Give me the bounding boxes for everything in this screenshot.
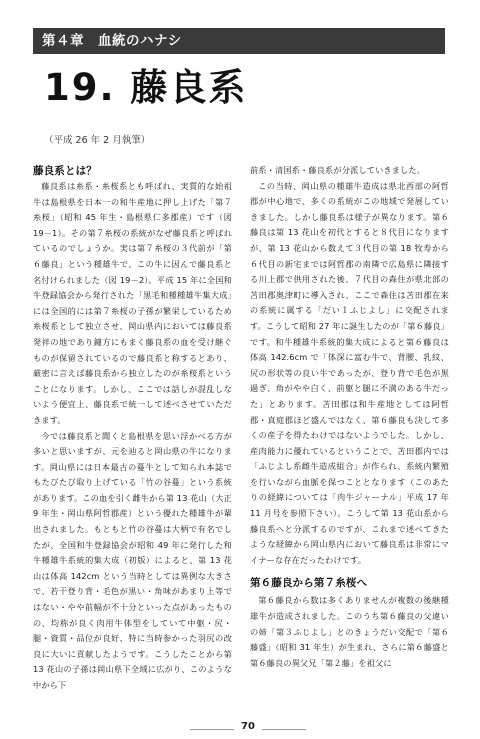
paragraph: この当時、岡山県の種雄牛造成は県北西部の阿哲郡が中心地で、多くの系統がこの地域で発展していきました。しかし藤良系は様子が異なります。第６藤良は第 13 花山を初代とすると８代目になりますが、第 13 花山から数えて３代目の第 18 牧寿から６代目の新宅までは阿哲郡の南隣で広島県に隣接する川上郡で供用された後、７代目の森住が県北部の苫田郡奥津町に導入され、ここで森住は苫田郡在来の系統に属する「だい１ふじよし」に交配されます。こうして昭和 27 年に誕生したのが「第６藤良」です。和牛種雄牛系統的集大成によると第６藤良は体高 142.6cm で「体深に富む牛で、背腰、乳紋、尻の形状等の良い牛であったが、登り背で毛色が黒過ぎ、角がやや白く、前躯と腿に不満のある牛だった」とあります。苫田郡は和牛産地としては阿哲郡・真庭郡ほど盛んではなく、第６藤良も決して多くの産子を得たわけではないようでした。しかし、産肉能力に優れているということで、苫田郡内では「ふじよし系雌牛造成組合」が作られ、系統内繁殖を行いながら血脈を保つこととなります（このあたりの経緯については「肉牛ジャーナル」平成 17 年 11 月号を参照下さい）。こうして第 13 花山系から藤良系へと分派するのですが、これまで述べてきたような経緯から岡山県内において藤良系は非常にマイナーな存在だったわけです。: [250, 180, 449, 565]
page-title: 19. 藤良系: [44, 66, 248, 109]
paragraph: 今では藤良系と聞くと島根県を思い浮かべる方が多いと思いますが、元を辿ると岡山県の牛になります。岡山県には日本最古の蔓牛として知られ本誌でもたびたび取り上げている「竹の谷蔓」という系統があります。この血を引く雌牛から第 13 花山（大正 9 年生・岡山県阿哲郡産）という優れた種雄牛が輩出されました。もともと竹の谷蔓は大柄で有名でしたが、全国和牛登録協会が昭和 49 年に発行した和牛種雄牛系統的集大成（初版）によると、第 13 花山は体高 142cm という当時としては異例な大きさで、若干登り背・毛色が黒い・角味があまり上等ではない・やや前幅が不十分といった点があったものの、均称が良く肉用牛体型をしていて中躯・尻・腿・資質・品位が良好、特に当時参かった羽尻の改良に大いに貢献したようです。こうしたことから第 13 花山の子孫は岡山県下全域に広がり、このような中から下: [33, 430, 232, 690]
paragraph: 藤良系は糸系・糸桜系とも呼ばれ、実質的な始祖牛は島根県を日本一の和牛産地に押し上げた「第７糸桜」（昭和 45 年生・島根県仁多郡産）です（図 19－1）。その第７糸桜の系統がなぜ藤良系と呼ばれているのでしょうか。実は第７糸桜の３代前が「第６藤良」という種雄牛で、この牛に因んで藤良系と名付けられました（図 19－2）。平成 15 年に全国和牛登録協会から発行された「黒毛和種種雄牛集大成」には全国的には第７糸桜の子孫が繁栄しているため糸桜系として独立させ、岡山県内においては藤良系発祥の地であり鐘方にもまく藤良系の血を受け継ぐものが保留されているので藤良系と称するとあり、厳密に言えば藤良系から独立したのが糸桜系ということになります。しかし、ここでは話しが混乱しないよう便宜上、藤良系で統一して述べさせていただきます。: [33, 181, 232, 425]
chapter-header: 第４章 血統のハナシ: [33, 28, 445, 54]
paragraph: 前系・清国系・藤良系が分派していきました。: [250, 165, 426, 175]
written-date: （平成 26 年 2 月執筆）: [44, 135, 151, 146]
right-column: [250, 163, 449, 671]
page-number: 70: [241, 721, 255, 732]
paragraph: 第６藤良から数は多くありませんが複数の後継種雄牛が造成されました。このうち第６藤良の父違いの姉「第３ふじよし」とのきょうだい交配で「第６藤盛」（昭和 31 年生）が生まれ、さらに第６藤盛と第６藤良の異父兄「第２藤」を祖父に: [250, 595, 449, 668]
footer-rule-right: [262, 729, 306, 730]
left-column: [33, 163, 232, 694]
footer-rule-left: [190, 729, 234, 730]
section-heading: 藤良系とは？: [33, 165, 97, 177]
section-heading: 第６藤良から第７糸桜へ: [250, 577, 368, 590]
